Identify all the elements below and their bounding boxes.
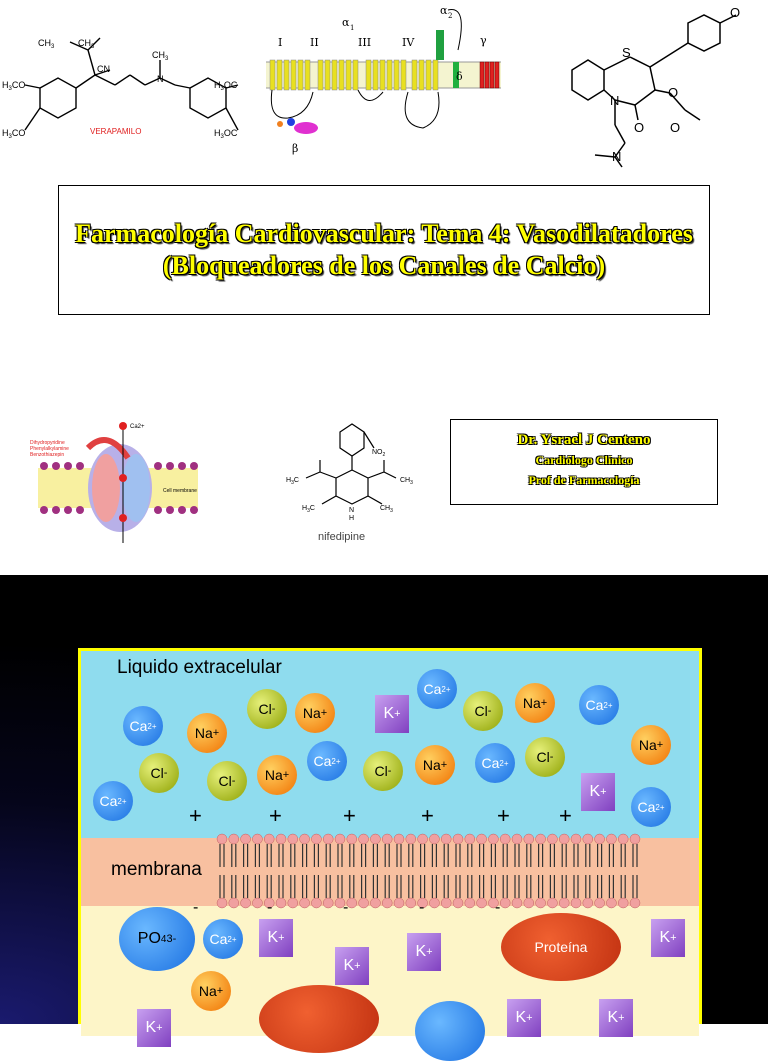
svg-text:CN: CN [97, 64, 110, 74]
plus-sign: + [343, 803, 356, 828]
slide-title: Farmacología Cardiovascular: Tema 4: Vasodilatadores (Bloqueadores de los Canales de Calcio) [75, 219, 693, 280]
minus-sign: - [267, 899, 273, 916]
potassium-ion: K + [599, 999, 633, 1037]
svg-text:H3CO: $H_3CO$ [2, 80, 26, 92]
svg-text:H3C: $H_3C$ [286, 477, 299, 486]
svg-text:Cell membrane: Cell membrane [163, 488, 197, 494]
chloride-ion: Cl - [363, 751, 403, 791]
svg-text:N: N [610, 93, 620, 108]
author-role-2: Prof de Farmacología [528, 473, 640, 487]
verapamil-structure-figure [0, 30, 245, 160]
sodium-ion: Na + [187, 713, 227, 753]
svg-text:S: S [622, 45, 631, 60]
title-box [58, 185, 710, 315]
svg-text:H3C: $H_3C$ [302, 505, 315, 514]
sodium-ion: Na + [415, 745, 455, 785]
protein-molecule: Proteína [501, 913, 621, 981]
svg-text:O: O [634, 120, 645, 135]
potassium-ion: K + [375, 695, 409, 733]
chloride-ion: Cl - [463, 691, 503, 731]
calcium-ion: Ca 2+ [123, 706, 163, 746]
plus-sign: + [497, 803, 510, 828]
calcium-channel-membrane-figure [28, 418, 208, 548]
svg-text:CH3: $CH_3$ [78, 38, 95, 50]
minus-sign: - [495, 899, 501, 916]
sodium-ion: Na + [631, 725, 671, 765]
chloride-ion: Cl - [207, 761, 247, 801]
svg-text:Dihydropyridine: Dihydropyridine [30, 440, 65, 446]
plus-sign: + [189, 803, 202, 828]
svg-text:H3OC: $H_3OC$ [214, 80, 238, 92]
calcium-channel-subunits-figure [258, 0, 508, 160]
potassium-ion: K + [581, 773, 615, 811]
sodium-ion: Na + [515, 683, 555, 723]
svg-text:CH3: $CH_3$ [400, 477, 413, 486]
plus-sign: + [269, 803, 282, 828]
potassium-ion: K + [259, 919, 293, 957]
calcium-ion: Ca 2+ [203, 919, 243, 959]
chloride-ion: Cl - [247, 689, 287, 729]
potassium-ion: K + [651, 919, 685, 957]
calcium-ion: Ca 2+ [631, 787, 671, 827]
svg-text:H3OC: $H_3OC$ [214, 128, 238, 140]
svg-text:H: H [349, 515, 355, 522]
minus-sign: - [419, 899, 425, 916]
chloride-ion: Cl - [525, 737, 565, 777]
sodium-ion: Na + [191, 971, 231, 1011]
svg-text:I: I [278, 36, 283, 49]
calcium-ion: Ca 2+ [475, 743, 515, 783]
potassium-ion: K + [407, 933, 441, 971]
minus-sign: - [193, 899, 199, 916]
svg-text:α: α [342, 16, 350, 29]
calcium-ion: Ca 2+ [417, 669, 457, 709]
lipid-bilayer [217, 831, 647, 911]
svg-text:III: III [358, 36, 372, 49]
svg-text:α: α [440, 4, 448, 17]
svg-text:H3CO: $H_3CO$ [2, 128, 26, 140]
svg-text:2: 2 [448, 12, 453, 20]
plus-sign: + [559, 803, 572, 828]
svg-text:nifedipine: nifedipine [318, 531, 366, 543]
svg-text:Ca2+: Ca2+ [130, 424, 145, 430]
membrane-label: membrana [111, 859, 202, 880]
calcium-ion: Ca 2+ [93, 781, 133, 821]
extracellular-label: Liquido extracelular [117, 657, 282, 678]
author-name: Dr. Ysrael J Centeno [517, 432, 651, 448]
sodium-ion: Na + [257, 755, 297, 795]
svg-text:IV: IV [402, 36, 415, 49]
protein-molecule [259, 985, 379, 1053]
sodium-ion: Na + [295, 693, 335, 733]
author-role-1: Cardiólogo Clínico [535, 453, 633, 467]
svg-text:N: N [612, 149, 622, 164]
svg-text:δ: δ [456, 70, 463, 83]
svg-text:β: β [292, 142, 299, 155]
potassium-ion: K + [507, 999, 541, 1037]
phosphate-ion: PO 4 3- [119, 907, 195, 971]
calcium-ion: Ca 2+ [307, 741, 347, 781]
svg-text:VERAPAMILO: VERAPAMILO [90, 127, 142, 136]
svg-text:γ: γ [480, 34, 487, 47]
potassium-ion: K + [335, 947, 369, 985]
chloride-ion: Cl - [139, 753, 179, 793]
potassium-ion: K + [137, 1009, 171, 1047]
svg-text:NO2: $NO_2$ [372, 449, 386, 458]
svg-text:Phenylalkylamine: Phenylalkylamine [30, 446, 69, 452]
phosphate-ion [415, 1001, 485, 1061]
membrane-ion-diagram [78, 648, 702, 1036]
svg-text:O: O [730, 5, 741, 20]
svg-text:Benzothiazepin: Benzothiazepin [30, 452, 65, 458]
author-box [450, 419, 718, 505]
svg-text:O: O [668, 85, 679, 100]
svg-text:CH3: $CH_3$ [152, 50, 169, 62]
svg-text:N: N [349, 507, 355, 514]
svg-text:II: II [310, 36, 319, 49]
svg-text:CH3: $CH_3$ [38, 38, 55, 50]
diltiazem-structure-figure [560, 5, 765, 170]
minus-sign: - [343, 899, 349, 916]
plus-sign: + [421, 803, 434, 828]
svg-text:N: N [157, 74, 164, 84]
svg-text:1: 1 [350, 24, 355, 32]
nifedipine-structure-figure [282, 418, 422, 546]
svg-text:CH3: $CH_3$ [380, 505, 393, 514]
calcium-ion: Ca 2+ [579, 685, 619, 725]
svg-text:O: O [670, 120, 681, 135]
